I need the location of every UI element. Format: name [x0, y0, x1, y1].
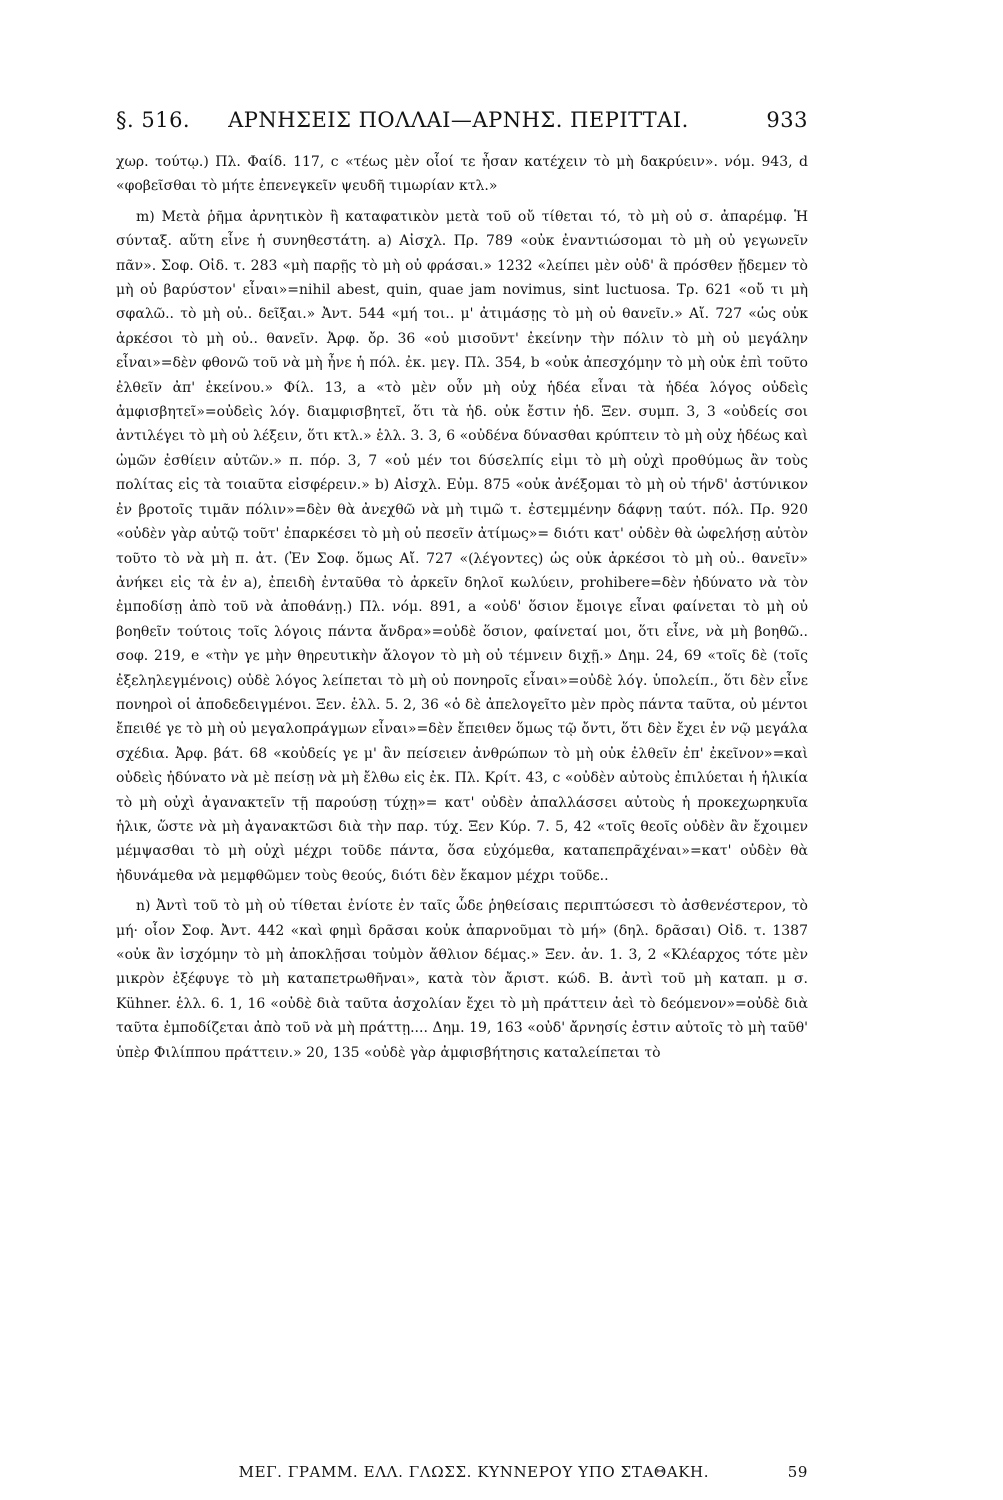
- signature-text: ΜΕΓ. ΓΡΑΜΜ. ΕΛΛ. ΓΛΩΣΣ. ΚΥΝΝΕΡΟΥ ΥΠΟ ΣΤΑΘΑΚΗ.: [238, 1463, 710, 1481]
- page-title: ΑΡΝΗΣΕΙΣ ΠΟΛΛΑΙ—ΑΡΝΗΣ. ΠΕΡΙΤΤΑΙ.: [228, 108, 689, 132]
- page-number: 933: [766, 108, 808, 132]
- paragraph-m: m) Μετὰ ῥῆμα ἀρνητικὸν ἢ καταφατικὸν μετὰ τοῦ οὔ τίθεται τό, τὸ μὴ οὐ σ. ἀπαρέμφ. Ἡ σύνταξ. αὕτη εἶνε ἡ συνηθεστάτη. a) Αἰσχλ. Πρ. 789 «οὐκ ἐναντιώσομαι τὸ μὴ οὐ γεγωνεῖν πᾶν». Σοφ. Οἰδ. τ. 283 «μὴ παρῇς τὸ μὴ οὐ φράσαι.» 1232 «λείπει μὲν οὐδ' ἃ πρόσθεν ᾔδεμεν τὸ μὴ οὐ βαρύστον' εἶναι»=nihil abest, quin, quae jam novimus, sint luctuosa. Τρ. 621 «οὔ τι μὴ σφαλῶ.. τὸ μὴ οὐ.. δεῖξαι.» Ἀντ. 544 «μή τοι.. μ' ἀτιμάσῃς τὸ μὴ οὐ θανεῖν.» Αἴ. 727 «ὡς οὐκ ἀρκέσοι τὸ μὴ οὐ.. θανεῖν. Ἀρφ. ὄρ. 36 «οὐ μισοῦντ' ἐκείνην τὴν πόλιν τὸ μὴ οὐ μεγάλην εἶναι»=δὲν φθονῶ τοῦ νὰ μὴ ἦνε ἡ πόλ. ἐκ. μεγ. Πλ. 354, b «οὐκ ἀπεσχόμην τὸ μὴ οὐκ ἐπὶ τοῦτο ἐλθεῖν ἀπ' ἐκείνου.» Φίλ. 13, a «τὸ μὲν οὖν μὴ οὐχ ἡδέα εἶναι τὰ ἡδέα λόγος οὐδεὶς ἀμφισβητεῖ»=οὐδεὶς λόγ. διαμφισβητεῖ, ὅτι τὰ ἡδ. οὐκ ἔστιν ἡδ. Ξεν. συμπ. 3, 3 «οὐδείς σοι ἀντιλέγει τὸ μὴ οὐ λέξειν, ὅτι κτλ.» ἑλλ. 3. 3, 6 «οὐδένα δύνασθαι κρύπτειν τὸ μὴ οὐχ ἡδέως καὶ ὠμῶν ἐσθίειν αὐτῶν.» π. πόρ. 3, 7 «οὐ μέν τοι δύσελπίς εἰμι τὸ μὴ οὐχὶ προθύμως ἂν τοὺς πολίτας εἰς τὰ τοιαῦτα εἰσφέρειν.» b) Αἰσχλ. Εὐμ. 875 «οὐκ ἀνέξομαι τὸ μὴ οὐ τήνδ' ἀστύνικον ἐν βροτοῖς τιμᾶν πόλιν»=δὲν θὰ ἀνεχθῶ νὰ μὴ τιμῶ τ. ἐστεμμένην δάφνῃ ταύτ. πόλ. Πρ. 920 «οὐδὲν γὰρ αὐτῷ τοῦτ' ἐπαρκέσει τὸ μὴ οὐ πεσεῖν ἀτίμως»= διότι κατ' οὐδὲν θὰ ὠφελήσῃ αὐτὸν τοῦτο τὸ νὰ μὴ π. ἀτ. (Ἐν Σοφ. ὅμως Αἴ. 727 «(λέγοντες) ὡς οὐκ ἀρκέσοι τὸ μὴ οὐ.. θανεῖν» ἀνήκει εἰς τὰ ἐν a), ἐπειδὴ ἐνταῦθα τὸ ἀρκεῖν δηλοῖ κωλύειν, prohibere=δὲν ἠδύνατο νὰ τὸν ἐμποδίσῃ ἀπὸ τοῦ νὰ ἀποθάνῃ.) Πλ. νόμ. 891, a «οὐδ' ὅσιον ἔμοιγε εἶναι φαίνεται τὸ μὴ οὐ βοηθεῖν τούτοις τοῖς λόγοις πάντα ἄνδρα»=οὐδὲ ὅσιον, φαίνεταί μοι, ὅτι εἶνε, νὰ μὴ βοηθῶ.. σοφ. 219, e «τὴν γε μὴν θηρευτικὴν ἄλογον τὸ μὴ οὐ τέμνειν διχῇ.» Δημ. 24, 69 «τοῖς δὲ (τοῖς ἐξεληλεγμένοις) οὐδὲ λόγος λείπεται τὸ μὴ οὐ πονηροῖς εἶναι»=οὐδὲ λόγ. ὑπολείπ., ὅτι δὲν εἶνε πονηροὶ οἱ ἀποδεδειγμένοι. Ξεν. ἑλλ. 5. 2, 36 «ὁ δὲ ἀπελογεῖτο μὲν πρὸς πάντα ταῦτα, οὐ μέντοι ἔπειθέ γε τὸ μὴ οὐ μεγαλοπράγμων εἶναι»=δὲν ἔπειθεν ὅμως τῷ ὄντι, ὅτι δὲν ἔχει ἐν νῷ μεγάλα σχέδια. Ἀρφ. βάτ. 68 «κοὐδείς γε μ' ἂν πείσειεν ἀνθρώπων τὸ μὴ οὐκ ἐλθεῖν ἐπ' ἐκεῖνον»=καὶ οὐδεὶς ἠδύνατο νὰ μὲ πείσῃ νὰ μὴ ἔλθω εἰς ἐκ. Πλ. Κρίτ. 43, c «οὐδὲν αὐτοὺς ἐπιλύεται ἡ ἡλικία τὸ μὴ οὐχὶ ἀγανακτεῖν τῇ παρούσῃ τύχῃ»= κατ' οὐδὲν ἀπαλλάσσει αὐτοὺς ἡ προκεχωρηκυῖα ἡλικ, ὥστε νὰ μὴ ἀγανακτῶσι διὰ τὴν παρ. τύχ. Ξεν Κύρ. 7. 5, 42 «τοῖς θεοῖς οὐδὲν ἂν ἔχοιμεν μέμψασθαι τὸ μὴ οὐχὶ μέχρι τοῦδε πάντα, ὅσα εὐχόμεθα, καταπεπρᾶχέναι»=κατ' οὐδὲν θὰ ἠδυνάμεθα νὰ μεμφθῶμεν τοὺς θεούς, διότι δὲν ἔκαμον μέχρι τοῦδε..: [116, 208, 808, 884]
- signature-number: 59: [787, 1463, 808, 1481]
- paragraph-continuation: χωρ. τούτῳ.) Πλ. Φαίδ. 117, c «τέως μὲν οἷοί τε ἦσαν κατέχειν τὸ μὴ δακρύειν». νόμ. 943, d «φοβεῖσθαι τὸ μήτε ἐπενεγκεῖν ψευδῆ τιμωρίαν κτλ.»: [116, 154, 808, 195]
- section-number: §. 516.: [116, 108, 191, 132]
- running-head: [116, 108, 808, 142]
- page-content: [116, 108, 808, 1481]
- body-text: [116, 150, 808, 1360]
- printer-signature-line: [116, 1463, 808, 1481]
- paragraph-n: n) Ἀντὶ τοῦ τὸ μὴ οὐ τίθεται ἐνίοτε ἐν ταῖς ὧδε ῥηθείσαις περιπτώσεσι τὸ ἀσθενέστερον, τὸ μή· οἷον Σοφ. Ἀντ. 442 «καὶ φημὶ δρᾶσαι κοὐκ ἀπαρνοῦμαι τὸ μή» (δηλ. δρᾶσαι) Οἰδ. τ. 1387 «οὐκ ἂν ἰσχόμην τὸ μὴ ἀποκλῇσαι τοὐμὸν ἄθλιον δέμας.» Ξεν. ἀν. 1. 3, 2 «Κλέαρχος τότε μὲν μικρὸν ἐξέφυγε τὸ μὴ καταπετρωθῆναι», κατὰ τὸν ἄριστ. κώδ. Β. ἀντὶ τοῦ μὴ καταπ. μ σ. Kühner. ἑλλ. 6. 1, 16 «οὐδὲ διὰ ταῦτα ἀσχολίαν ἔχει τὸ μὴ πράττειν ἀεὶ τὸ δεόμενον»=οὐδὲ διὰ ταῦτα ἐμποδίζεται ἀπὸ τοῦ νὰ μὴ πράττῃ.... Δημ. 19, 163 «οὐδ' ἄρνησίς ἐστιν αὐτοῖς τὸ μὴ ταῦθ' ὑπὲρ Φιλίππου πράττειν.» 20, 135 «οὐδὲ γὰρ ἀμφισβήτησις καταλείπεται τὸ: [116, 898, 808, 1061]
